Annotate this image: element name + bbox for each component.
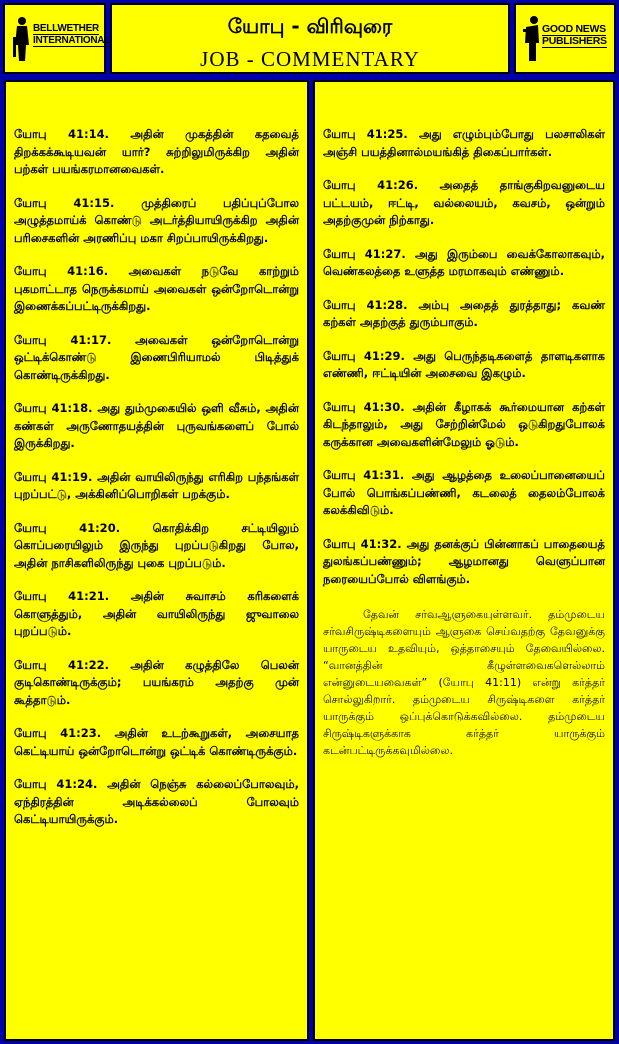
verse-reference: யோபு 41:21.	[14, 589, 110, 603]
good-news-logo-text: GOOD NEWS PUBLISHERS	[542, 23, 607, 47]
verse-reference: யோபு 41:19.	[14, 469, 93, 484]
verse-reference: யோபு 41:16.	[14, 264, 109, 278]
verse-text: அது எழும்பும்போது பலசாலிகள் அஞ்சி பயத்தினால்மயங்கித் திகைப்பார்கள்.	[323, 127, 605, 159]
verse-reference: யோபு 41:17.	[14, 332, 112, 347]
verse-reference: யோபு 41:27.	[323, 246, 406, 261]
good-news-figure-icon	[522, 15, 542, 63]
verse-reference: யோபு 41:23.	[14, 726, 102, 740]
verse	[323, 348, 605, 383]
verse-text: அதின் வாயிலிருந்து எரிகிற பந்தங்கள் புறப்பட்டு, அக்கினிப்பொறிகள் பறக்கும்.	[14, 469, 299, 501]
verse-reference: யோபு 41:29.	[323, 348, 405, 363]
verse	[14, 400, 299, 453]
page-title-tamil: யோபு - விரிவுரை	[227, 14, 393, 38]
verse-text: அது தும்முகையில் ஒளி வீசும், அதின் கண்கள் அருணோதயத்தின் புருவங்களைப் போல் இருக்கிறது.	[14, 401, 299, 450]
verse-text: அவைகள் ஒன்றோடொன்று ஒட்டிக்கொண்டு இணைபிரியாமல் பிடித்துக் கொண்டிருக்கிறது.	[14, 332, 299, 382]
verse	[14, 520, 299, 573]
verse	[323, 297, 605, 332]
left-column	[4, 80, 309, 1041]
verse	[323, 177, 605, 230]
verse-text: அவைகள் நடுவே காற்றும் புகமாட்டாத நெருக்கமாய் அவைகள் ஒன்றோடொன்று இணைக்கப்பட்டிருக்கிறது.	[14, 264, 299, 313]
verse	[14, 725, 299, 760]
bellwether-figure-icon	[11, 15, 33, 63]
verse-reference: யோபு 41:14.	[14, 127, 109, 141]
verse-text: அம்பு அதைத் துரத்தாது; கவண் கற்கள் அதற்குத் துரும்பாகும்.	[323, 297, 605, 329]
verse	[323, 536, 605, 589]
bellwether-logo	[3, 3, 111, 74]
verse	[14, 195, 299, 248]
verse-reference: யோபு 41:15.	[14, 195, 115, 210]
verse-text: அது ஆழத்தை உலைப்பானையைப் போல் பொங்கப்பண்ணி, கடலைத் தைலம்போலக் கலக்கிவிடும்.	[323, 468, 605, 517]
bellwether-logo-text: BELLWETHER INTERNATIONAL	[33, 23, 111, 46]
verse	[14, 588, 299, 641]
verse-text: முத்திரைப் பதிப்புப்போல அழுத்தமாய்க் கொண்டு அடர்த்தியாயிருக்கிற அதின் பரிசைகளின் அரணிப்பு மகா சிறப்பாயிருக்கிறது.	[14, 195, 299, 245]
page-title-english: JOB - COMMENTARY	[200, 47, 420, 71]
verse	[323, 126, 605, 161]
verse	[14, 263, 299, 316]
verse-reference: யோபு 41:24.	[14, 777, 98, 791]
verse-text: அதின் உடற்கூறுகள், அசையாத கெட்டியாய் ஒன்றோடொன்று ஒட்டிக் கொண்டிருக்கும்.	[14, 726, 299, 758]
verse-text: அது இரும்பை வைக்கோலாகவும், வெண்கலத்தை உளுத்த மரமாகவும் எண்ணும்.	[323, 246, 605, 278]
verse-text: கொதிக்கிற சட்டியிலும் கொப்பரையிலும் இருந்து புறப்படுகிறது போல, அதின் நாசிகளிலிருந்து புகை புறப்படும்.	[14, 520, 299, 570]
verse	[14, 126, 299, 179]
verse-reference: யோபு 41:20.	[14, 520, 121, 535]
verse-text: அதின் சுவாசம் கரிகளைக் கொளுத்தும், அதின் வாயிலிருந்து ஜுவாலை புறப்படும்.	[14, 589, 299, 638]
verse	[323, 246, 605, 281]
verse-text: அதின் நெஞ்சு கல்லைப்போலவும், ஏந்திரத்தின் அடிக்கல்லைப் போலவும் கெட்டியாயிருக்கும்.	[14, 777, 299, 826]
verse-reference: யோபு 41:25.	[323, 127, 408, 141]
title-panel	[110, 3, 510, 74]
right-column	[313, 80, 615, 1041]
verse	[14, 332, 299, 385]
verse-reference: யோபு 41:28.	[323, 297, 408, 312]
verse-text: அதின் கழுத்திலே பெலன் குடிகொண்டிருக்கும்; பயங்கரம் அதற்கு முன் கூத்தாடும்.	[14, 657, 299, 707]
verse-text: அது தனக்குப் பின்னாகப் பாதையைத் துலங்கப்பண்ணும்; ஆழமானது வெளுப்பான நரையைப்போல் விளங்கும்.	[323, 536, 605, 586]
verse-reference: யோபு 41:31.	[323, 468, 405, 482]
verse-reference: யோபு 41:22.	[14, 657, 109, 672]
verse-reference: யோபு 41:32.	[323, 536, 402, 551]
verse	[14, 469, 299, 504]
verse	[323, 399, 605, 452]
verse-text: அதைத் தாங்குகிறவனுடைய பட்டயம், ஈட்டி, வல்லையம், கவசம், ஒன்றும் அதற்குமுன் நிற்காது.	[323, 178, 605, 227]
verse	[323, 467, 605, 520]
verse	[14, 776, 299, 829]
verse	[14, 657, 299, 710]
verse-reference: யோபு 41:30.	[323, 399, 405, 414]
verse-reference: யோபு 41:26.	[323, 178, 419, 192]
verse-text: அதின் முகத்தின் கதவைத் திறக்கக்கூடியவன் யார்? சுற்றிலுமிருக்கிற அதின் பற்கள் பயங்கரமானவைகள்.	[14, 127, 299, 176]
good-news-logo	[514, 3, 616, 74]
verse-reference: யோபு 41:18.	[14, 401, 93, 415]
verse-text: அதின் கீழாகக் கூர்மையான கற்கள் கிடந்தாலும், அது சேற்றின்மேல் ஒடுகிறதுபோலக் கருக்கான அவைகளின்மேலும் ஓடும்.	[323, 399, 605, 449]
verse-text: அது பெருந்தடிகளைத் தாளடிகளாக எண்ணி, ஈட்டியின் அசைவை இகழும்.	[323, 348, 605, 380]
commentary-paragraph: தேவன் சர்வஆளுகையுள்ளவர். தம்முடைய சர்வசிருஷ்டிகளையும் ஆளுகை செய்வதற்கு தேவனுக்கு யாருடைய உதவியும், ஒத்தாசையும் தேவையில்லை. “வானத்தின் கீழுள்ளவைகளெல்லாம் என்னுடையவைகள்” (யோபு 41:11) என்று கர்த்தர் சொல்லுகிறார். தம்முடைய சிருஷ்டிகளை கர்த்தர் யாருக்கும் ஒப்புக்கொடுக்கவில்லை. தம்முடைய சிருஷ்டிகளுக்காக கர்த்தர் யாருக்கும் கடன்பட்டிருக்கவுமில்லை.	[323, 608, 605, 757]
